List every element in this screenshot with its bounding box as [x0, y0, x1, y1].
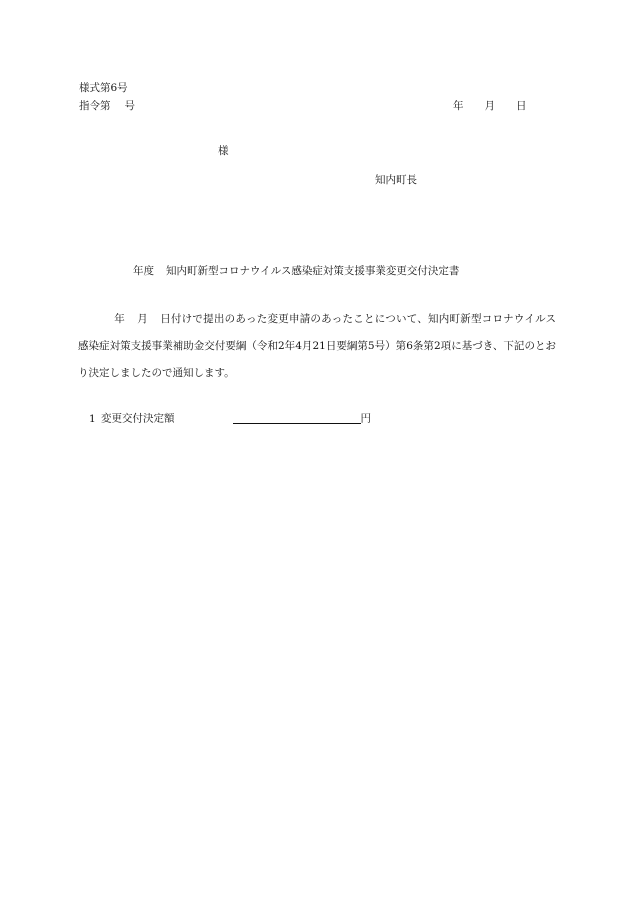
body-month: 月	[136, 313, 148, 325]
issue-date-day: 日	[516, 100, 527, 112]
directive-suffix: 号	[124, 100, 135, 112]
item-label: 変更交付決定額	[101, 412, 175, 425]
form-number: 様式第6号	[79, 82, 128, 94]
title-year-label: 年度	[133, 265, 154, 277]
amount-blank-line	[233, 413, 361, 424]
body-year: 年	[114, 313, 125, 325]
issue-date-year: 年	[453, 100, 464, 112]
body-paragraph	[78, 306, 556, 387]
issue-date	[453, 101, 527, 112]
issue-date-month: 月	[484, 100, 495, 112]
body-text: 日付けで提出のあった変更申請のあったことについて、知内町新型コロナウイルス感染症対策支援事業補助金交付要綱（令和2年4月21日要綱第5号）第6条第2項に基づき、下記のとおり決定しましたので通知します。	[78, 313, 557, 379]
document-title	[133, 266, 459, 277]
item-unit: 円	[360, 412, 371, 425]
decision-item	[89, 413, 371, 424]
item-number: 1	[89, 412, 96, 425]
recipient: 様	[218, 145, 229, 157]
issuer: 知内町長	[375, 174, 417, 186]
directive-number	[79, 101, 135, 112]
directive-prefix: 指令第	[79, 100, 111, 112]
title-text: 知内町新型コロナウイルス感染症対策支援事業変更交付決定書	[166, 265, 460, 277]
